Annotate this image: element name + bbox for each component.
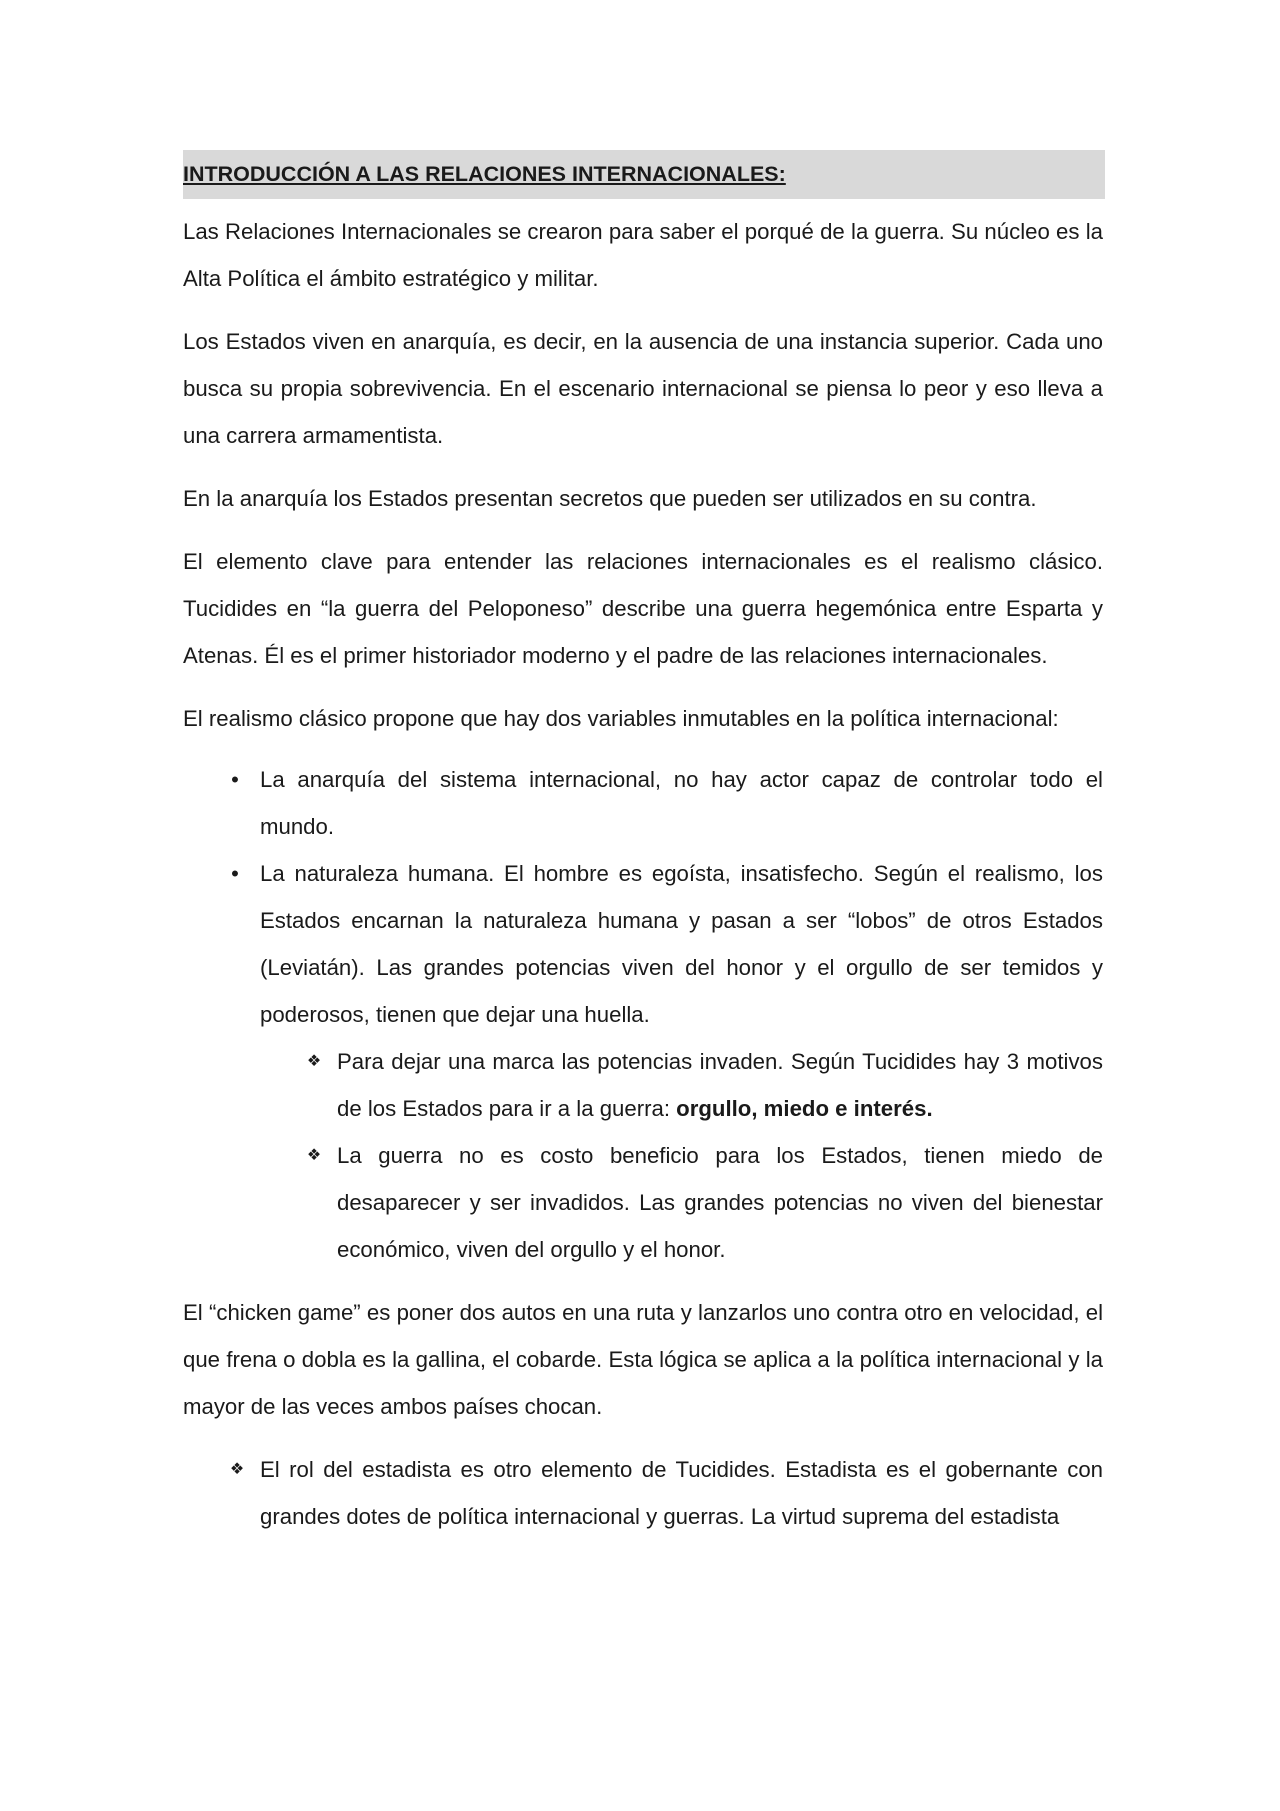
paragraph-1: Las Relaciones Internacionales se crearon para saber el porqué de la guerra. Su núcleo es la Alta Política el ámbito estratégico y militar. bbox=[183, 219, 1103, 291]
bullet-icon: • bbox=[231, 861, 239, 886]
heading-highlight bbox=[183, 150, 1105, 199]
document-body bbox=[183, 150, 1103, 1540]
sub-list-item-text: Para dejar una marca las potencias invaden. Según Tucidides hay 3 motivos de los Estados para ir a la guerra: bbox=[337, 1049, 1103, 1121]
paragraph-2: Los Estados viven en anarquía, es decir, en la ausencia de una instancia superior. Cada uno busca su propia sobrevivencia. En el escenario internacional se piensa lo peor y eso lleva a una carrera armamentista. bbox=[183, 329, 1103, 448]
list-item-text: La naturaleza humana. El hombre es egoísta, insatisfecho. Según el realismo, los Estados encarnan la naturaleza humana y pasan a ser “lobos” de otros Estados (Leviatán). Las grandes potencias viven del honor y el orgullo de ser temidos y poderosos, tienen que dejar una huella. bbox=[260, 861, 1103, 1027]
list-item bbox=[183, 1446, 1103, 1540]
sub-list-item bbox=[260, 1132, 1103, 1273]
paragraph-3: En la anarquía los Estados presentan secretos que pueden ser utilizados en su contra. bbox=[183, 486, 1037, 511]
variables-list bbox=[183, 756, 1103, 1038]
bullet-icon: • bbox=[231, 767, 239, 792]
diamond-bullet-icon: ❖ bbox=[306, 1147, 322, 1164]
paragraph-4: El elemento clave para entender las relaciones internacionales es el realismo clásico. Tucidides en “la guerra del Peloponeso” describe una guerra hegemónica entre Esparta y Atenas. Él es el primer historiador moderno y el padre de las relaciones internacionales. bbox=[183, 549, 1103, 668]
list-item-text: La anarquía del sistema internacional, no hay actor capaz de controlar todo el mundo. bbox=[260, 767, 1103, 839]
diamond-bullet-icon: ❖ bbox=[306, 1053, 322, 1070]
list-item-text: El rol del estadista es otro elemento de Tucidides. Estadista es el gobernante con grandes dotes de política internacional y guerras. La virtud suprema del estadista bbox=[260, 1457, 1103, 1529]
paragraph-6: El “chicken game” es poner dos autos en una ruta y lanzarlos uno contra otro en velocidad, el que frena o dobla es la gallina, el cobarde. Esta lógica se aplica a la política internacional y la mayor de las veces ambos países chocan. bbox=[183, 1300, 1103, 1419]
sub-list-item bbox=[260, 1038, 1103, 1132]
paragraph-5: El realismo clásico propone que hay dos variables inmutables en la política internacional: bbox=[183, 706, 1059, 731]
final-list bbox=[183, 1446, 1103, 1540]
page-title: INTRODUCCIÓN A LAS RELACIONES INTERNACIONALES: bbox=[183, 162, 786, 186]
list-item bbox=[183, 850, 1103, 1038]
list-item bbox=[183, 756, 1103, 850]
sub-list-item-text: La guerra no es costo beneficio para los Estados, tienen miedo de desaparecer y ser invadidos. Las grandes potencias no viven del bienestar económico, viven del orgullo y el honor. bbox=[337, 1143, 1103, 1262]
sub-list bbox=[260, 1038, 1103, 1273]
diamond-bullet-icon: ❖ bbox=[229, 1461, 245, 1478]
bold-emphasis: orgullo, miedo e interés. bbox=[676, 1096, 933, 1121]
